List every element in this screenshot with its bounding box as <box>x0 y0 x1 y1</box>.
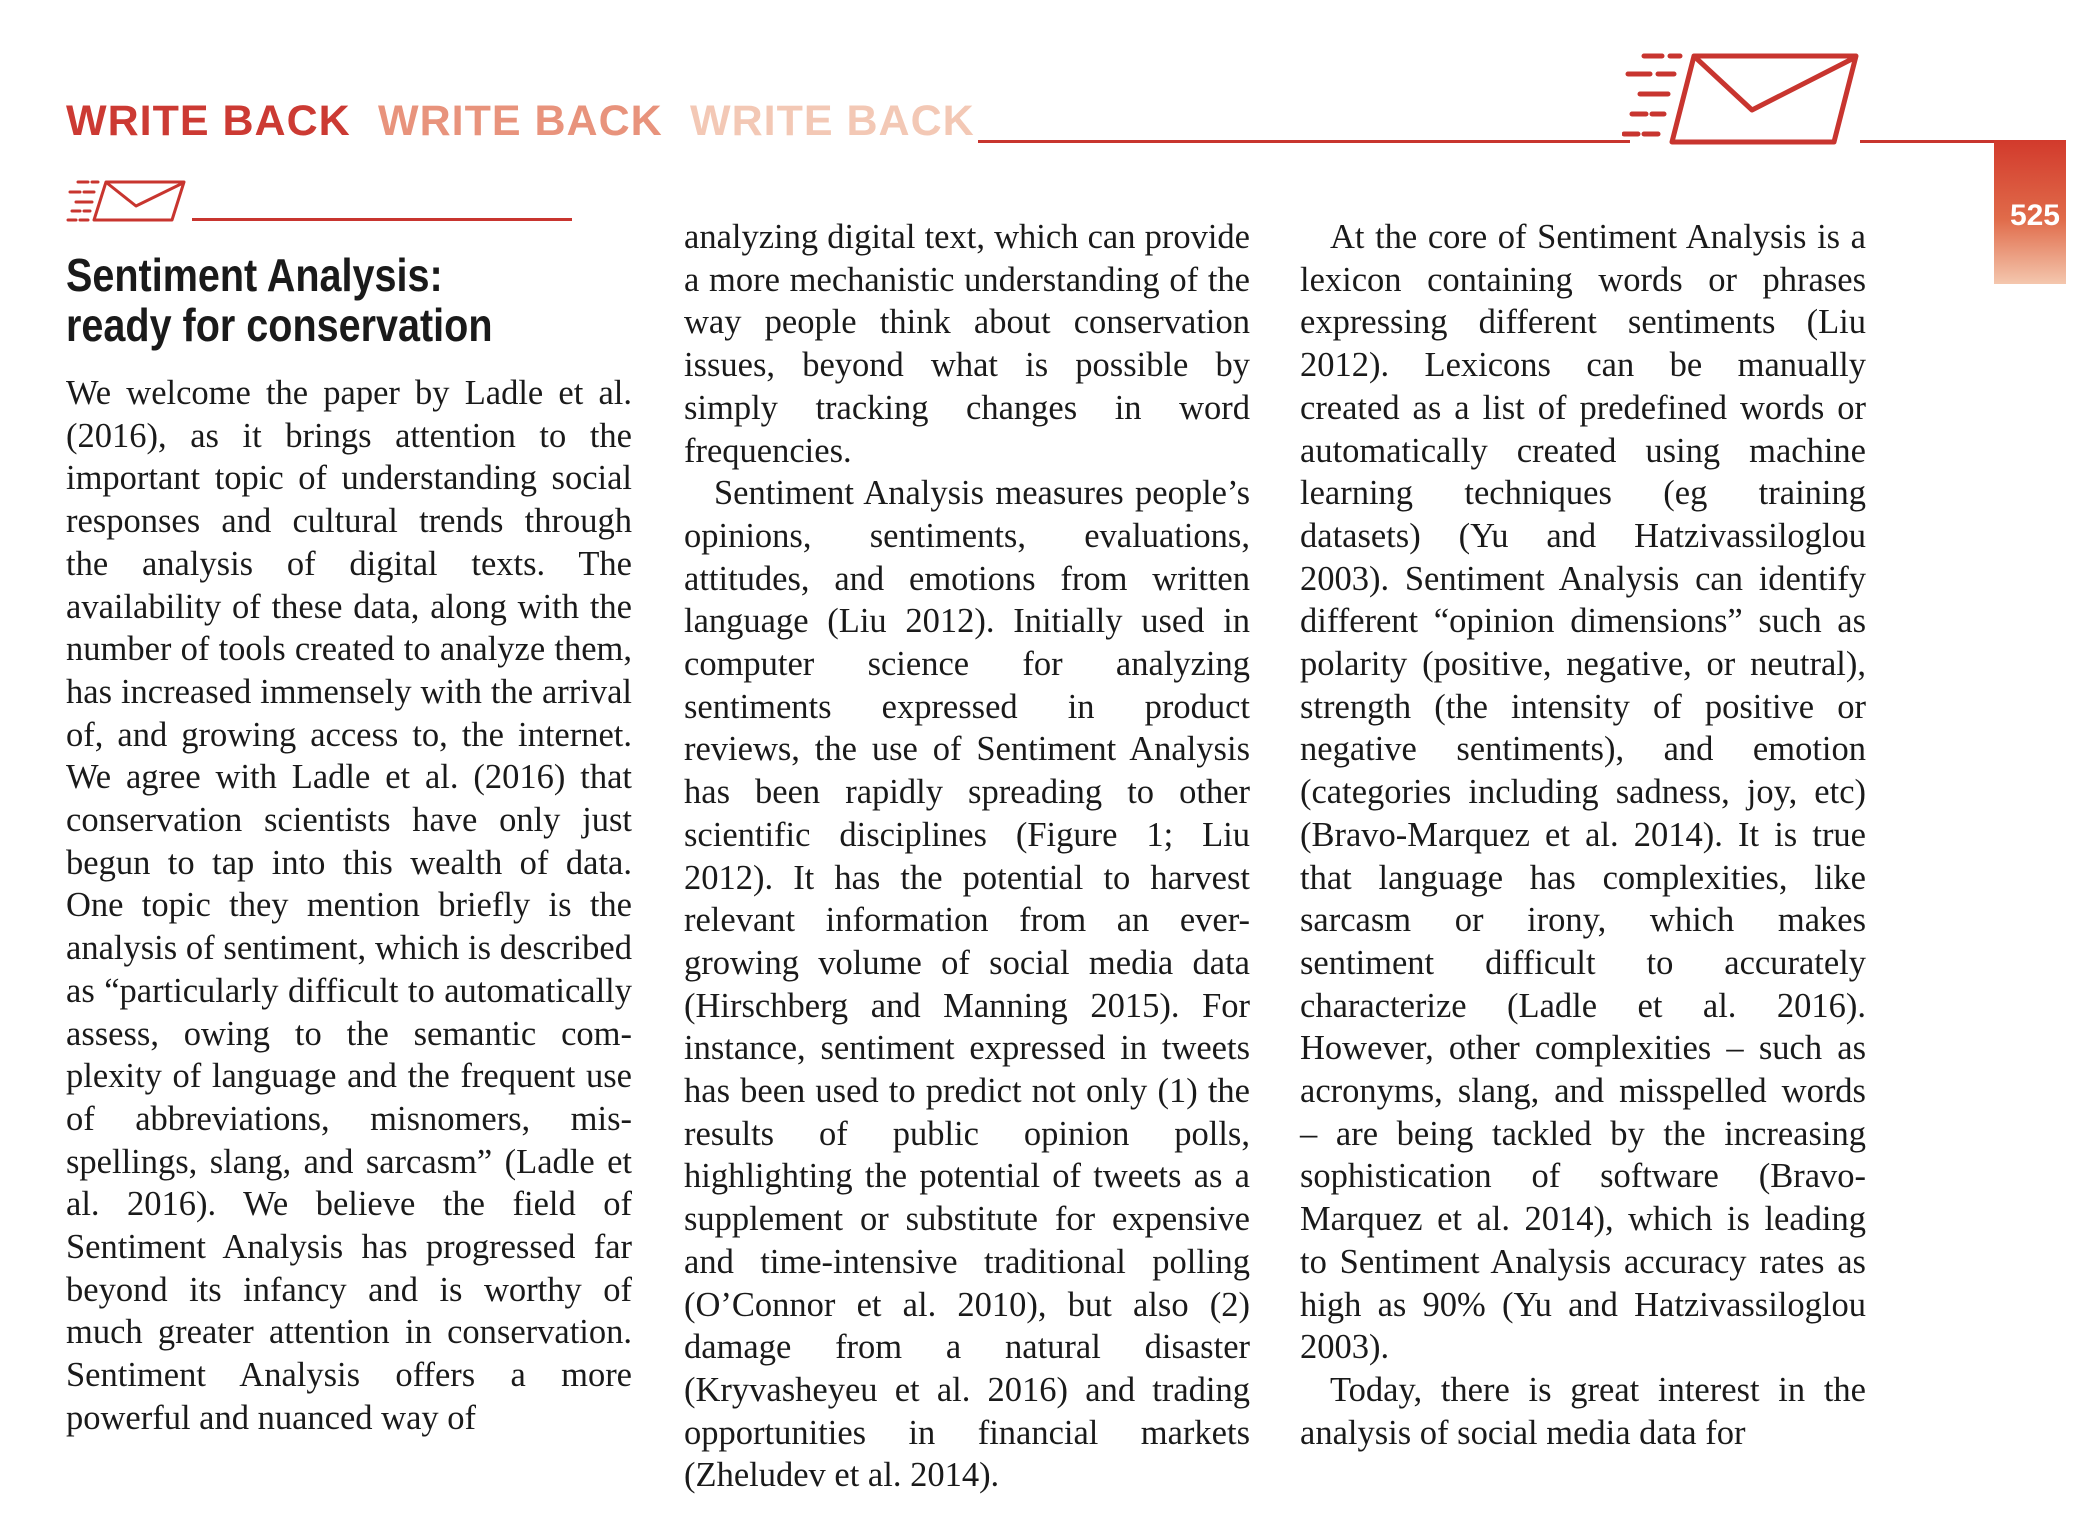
page-tab <box>1994 140 2066 284</box>
envelope-icon <box>1622 48 1862 148</box>
paragraph: We welcome the paper by Ladle et al. (2016), as it brings attention to the important topic of understanding social responses and cultural trends through the analysis of digital texts. The availability of these data, along with the number of tools created to analyze them, has increased immensely with the arrival of, and growing access to, the internet. We agree with Ladle et al. (2016) that conservation scientists have only just begun to tap into this wealth of data. One topic they mention briefly is the analysis of sentiment, which is described as “particularly difficult to automatically assess, owing to the semantic complexity of language and the frequent use of abbreviations, misnomers, misspellings, slang, and sarcasm” (Ladle et al. 2016). We believe the field of Sentiment Analysis has progressed far beyond its infancy and is worthy of much greater attention in conservation. Sentiment Analysis offers a more powerful and nuanced way of <box>66 374 632 1437</box>
text-column-2 <box>684 216 1250 1497</box>
paragraph: Sentiment Analysis measures people’s opinions, sentiments, evaluations, attitudes, and emotions from written language (Liu 2012). Initially used in computer science for analyzing sentiments expressed in product reviews, the use of Sentiment Analysis has been rapidly spreading to other scientific disciplines (Figure 1; Liu 2012). It has the potential to harvest relevant information from an ever-growing volume of social media data (Hirschberg and Manning 2015). For instance, sentiment expressed in tweets has been used to predict not only (1) the results of public opinion polls, highlighting the potential of tweets as a supplement or substitute for expensive and time-intensive traditional polling (O’Connor et al. 2010), but also (2) damage from a natural disaster (Kryvasheyeu et al. 2016) and trading opportunities in financial markets (Zheludev et al. 2014). <box>684 474 1250 1495</box>
envelope-icon <box>66 178 188 224</box>
page-header <box>0 0 2082 232</box>
paragraph: analyzing digital text, which can provide a more mechanistic understanding of the way people think about conservation issues, beyond what is possible by simply tracking changes in word frequencies. <box>684 218 1250 470</box>
text-column-1 <box>66 372 632 1440</box>
write-back-label: WRITE BACK <box>378 97 663 145</box>
paragraph: Today, there is great interest in the analysis of social media data for <box>1300 1370 1866 1452</box>
write-back-label: WRITE BACK <box>690 97 975 145</box>
header-rule <box>978 140 1630 143</box>
section-rule <box>192 218 572 221</box>
page-number: 525 <box>2009 199 2060 232</box>
paragraph: At the core of Sentiment Analysis is a lexicon containing words or phrases expressing different sentiments (Liu 2012). Lexicons can be manually created as a list of predefined words or automatically created using machine learning techniques (eg training datasets) (Yu and Hatzivassiloglou 2003). Sentiment Analysis can identify different “opinion dimensions” such as polarity (positive, negative, or neutral), strength (the intensity of positive or negative sentiments), and emotion (categories including sadness, joy, etc) (Bravo-Marquez et al. 2014). It is true that language has complexities, like sarcasm or irony, which makes sentiment difficult to accurately characterize (Ladle et al. 2016). However, other complexities – such as acronyms, slang, and misspelled words – are being tackled by the increasing sophistication of software (Bravo-Marquez et al. 2014), which is leading to Sentiment Analysis accuracy rates as high as 90% (Yu and Hatzivassiloglou 2003). <box>1300 218 1866 1367</box>
text-column-3 <box>1300 216 1866 1454</box>
write-back-label: WRITE BACK <box>66 97 351 145</box>
article-title: Sentiment Analysis: ready for conservation <box>66 249 493 351</box>
